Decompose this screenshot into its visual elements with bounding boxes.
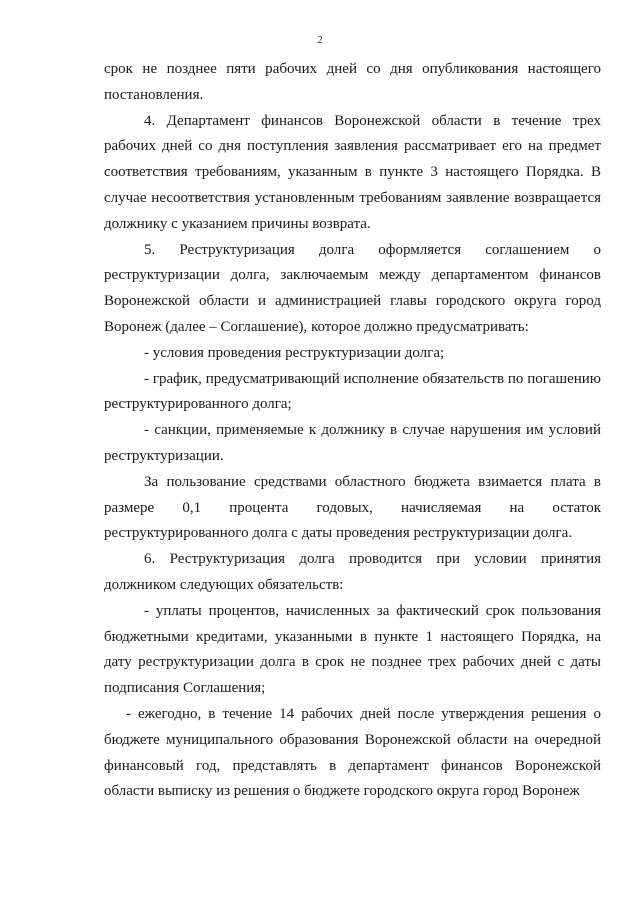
paragraph-item-5: 5. Реструктуризация долга оформляется соглашением о реструктуризации долга, заключаемым между департаментом финансов Воронежской области и администрацией главы городского округа город Воронеж (далее – Соглашение), которое должно предусматривать: <box>104 241 601 335</box>
list-item-annual-budget: - ежегодно, в течение 14 рабочих дней после утверждения решения о бюджете муниципального образования Воронежской области на очередной финансовый год, представлять в департамент финансов Воронежской области выписку из решения о бюджете городского округа город Воронеж <box>104 705 601 800</box>
document-body <box>104 57 601 805</box>
page-number: 2 <box>317 34 323 46</box>
list-item-schedule: - график, предусматривающий исполнение обязательств по погашению реструктурированного долга; <box>104 370 601 413</box>
paragraph-continuation: срок не позднее пяти рабочих дней со дня опубликования настоящего постановления. <box>104 61 601 103</box>
list-item-conditions: - условия проведения реструктуризации долга; <box>144 344 445 361</box>
paragraph-item-4: 4. Департамент финансов Воронежской области в течение трех рабочих дней со дня поступления заявления рассматривает его на предмет соответствия требованиям, указанным в пункте 3 настоящего Порядка. В случае несоответствия установленным требованиям заявление возвращается должнику с указанием причины возврата. <box>104 112 601 232</box>
paragraph-item-6: 6. Реструктуризация долга проводится при условии принятия должником следующих обязательств: <box>104 551 601 593</box>
list-item-interest: - уплаты процентов, начисленных за фактический срок пользования бюджетными кредитами, указанными в пункте 1 настоящего Порядка, на дату реструктуризации долга в срок не позднее трех рабочих дней с даты подписания Соглашения; <box>104 602 601 697</box>
list-item-sanctions: - санкции, применяемые к должнику в случае нарушения им условий реструктуризации. <box>104 422 601 464</box>
paragraph-fee: За пользование средствами областного бюджета взимается плата в размере 0,1 процента годовых, начисляемая на остаток реструктурированного долга с даты проведения реструктуризации долга. <box>104 473 601 542</box>
